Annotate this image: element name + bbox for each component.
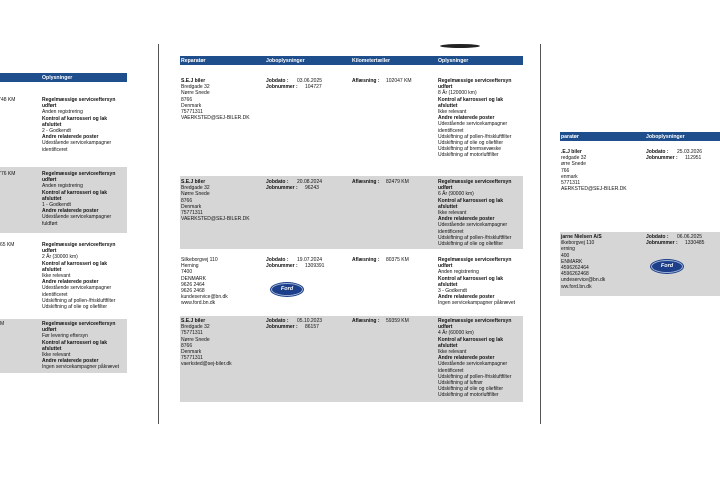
cell-line: Udestående servicekampagner — [438, 222, 508, 229]
center-page — [180, 0, 524, 480]
cell-line: Anden registrering — [438, 269, 479, 276]
left-header-info: Oplysninger — [42, 75, 73, 81]
job-date-value: 05.10.2023 — [297, 318, 323, 324]
repairer-cell — [561, 149, 627, 192]
odometer-value: 80375 KM — [386, 257, 409, 263]
cell-line: Kontrol af karrosseri og lak — [42, 260, 108, 267]
cell-line: Andre relaterede poster — [438, 355, 495, 362]
header-odometer: Kilometertæller — [352, 58, 391, 64]
cell-line: Nørre Snede — [181, 336, 210, 343]
left-page — [0, 0, 128, 480]
cell-line: 6 År (90000 km) — [438, 191, 474, 198]
cell-line: afsluttet — [438, 281, 458, 288]
header-repairer: Reparatør — [181, 58, 206, 64]
cell-line: Bredgade 32 — [181, 324, 210, 331]
cell-line: redgade 32 — [561, 155, 587, 162]
job-number-value: 104727 — [305, 84, 322, 90]
page-edge-line — [540, 44, 541, 424]
cell-line: 2 År (30000 km) — [42, 254, 78, 261]
job-number-label: Jobnummer : — [266, 84, 298, 90]
cell-line: jarne Nielsen A/S — [561, 234, 602, 240]
repairer-cell — [181, 318, 232, 368]
table-row — [180, 316, 523, 402]
job-number-label: Jobnummer : — [646, 240, 678, 246]
cell-line: .E.J biler — [561, 149, 582, 155]
right-table-header — [560, 132, 720, 141]
cell-line: 8766 — [181, 197, 193, 204]
cell-line: Andre relaterede poster — [42, 208, 99, 215]
repairer-cell — [181, 179, 250, 222]
job-date-value: 06.06.2025 — [677, 234, 703, 240]
odometer-label: Aflæsning : — [352, 78, 380, 84]
cell-line: 2 - Godkendt — [42, 128, 71, 135]
table-row — [0, 93, 127, 157]
job-date-value: 03.06.2025 — [297, 78, 323, 84]
odometer-label: Aflæsning : — [352, 318, 380, 324]
cell-line: afsluttet — [438, 102, 458, 109]
cell-line: 8 År (120000 km) — [438, 90, 477, 97]
header-job-info: Joboplysninger — [646, 134, 685, 140]
cell-line: Udskiftning af motorluftfilter — [438, 152, 499, 159]
job-date-value: 25.03.2026 — [677, 149, 703, 155]
page-edge-line — [158, 44, 159, 424]
odometer-value: '76 KM — [0, 171, 16, 177]
repairer-cell — [181, 78, 250, 121]
cell-line: Nørre Snede — [181, 90, 210, 97]
cell-line: 4 År (60000 km) — [438, 330, 474, 337]
cell-line: udført — [42, 248, 57, 255]
cell-line: identificeret — [438, 367, 464, 374]
cell-line: Udestående servicekampagner — [42, 140, 112, 147]
cell-line: udført — [438, 84, 453, 91]
cell-line: 9626 2464 — [181, 281, 205, 288]
cell-line: Udskiftning af motorluftfilter — [438, 392, 499, 399]
odometer-value: 59359 KM — [386, 318, 409, 324]
cell-line: fuldført — [42, 220, 58, 227]
cell-line: 4596262468 — [561, 271, 589, 278]
cell-line: 75771311 — [181, 109, 203, 116]
cell-line: Ingen servicekampagner påkrævet — [42, 364, 119, 371]
info-cell — [42, 171, 115, 227]
cell-line: Andre relaterede poster — [438, 294, 495, 301]
cell-line: Udskiftning af olie og oliefilter — [438, 386, 504, 393]
cell-line: Anden registrering — [42, 109, 83, 116]
cell-line: 1 - Godkendt — [42, 202, 71, 209]
cell-line: DENMARK — [181, 275, 207, 282]
cell-line: Andre relaterede poster — [42, 279, 99, 286]
table-row — [560, 232, 720, 296]
job-number-label: Jobnummer : — [646, 155, 678, 161]
job-date-label: Jobdato : — [266, 257, 289, 263]
cell-line: Andre relaterede poster — [438, 115, 495, 122]
cell-line: identificeret — [438, 228, 464, 235]
cell-line: Udskiftning af olie og oliefilter — [42, 304, 108, 311]
cell-line: 75771311 — [181, 210, 203, 217]
cell-line: AERKSTED@SEJ-BILER.DK — [561, 186, 627, 193]
cell-line: afsluttet — [438, 203, 458, 210]
cell-line: Kontrol af karrosseri og lak — [42, 189, 108, 196]
job-number-value: 1330485 — [685, 240, 705, 246]
info-cell — [42, 97, 115, 153]
cell-line: 7400 — [181, 269, 193, 276]
info-cell — [42, 242, 115, 310]
cell-line: udført — [42, 103, 57, 110]
cell-line: 5771311 — [561, 180, 581, 187]
cell-line: S.E.J biler — [181, 78, 206, 84]
cell-line: Udestående servicekampagner — [42, 285, 112, 292]
left-table-header — [0, 73, 127, 82]
cell-line: enmark — [561, 173, 578, 180]
odometer-value: 65 KM — [0, 242, 15, 248]
cell-line: erning — [561, 246, 575, 253]
table-row — [180, 76, 523, 171]
cell-line: Bredgade 32 — [181, 185, 210, 192]
job-number-label: Jobnummer : — [266, 185, 298, 191]
cell-line: Regelmæssige serviceeftersyn — [42, 97, 116, 103]
cell-line: 4596262464 — [561, 265, 589, 272]
cell-line: S.E.J biler — [181, 179, 206, 185]
cell-line: Kontrol af karrosseri og lak — [438, 336, 504, 343]
cell-line: Regelmæssige serviceeftersyn — [438, 179, 512, 185]
cell-line: VAERKSTED@SEJ-BILER.DK — [181, 115, 250, 122]
job-date-label: Jobdato : — [266, 179, 289, 185]
cell-line: udført — [42, 177, 57, 184]
cell-line: Ikke relevant — [438, 109, 467, 116]
job-date-label: Jobdato : — [266, 78, 289, 84]
cell-line: Kontrol af karrosseri og lak — [438, 197, 504, 204]
cell-line: www.ford.bn.dk — [181, 300, 216, 307]
cell-line: 400 — [561, 252, 570, 259]
repairer-cell — [181, 257, 228, 307]
cell-line: 3 - Godkendt — [438, 288, 467, 295]
cell-line: vaerksted@sej-biler.dk — [181, 361, 232, 368]
cell-line: Andre relaterede poster — [438, 216, 495, 223]
cell-line: undeservice@bn.dk — [561, 277, 606, 284]
cell-line: Kontrol af karrosseri og lak — [438, 275, 504, 282]
cell-line: Denmark — [181, 203, 202, 210]
cell-line: Udskiftning af pollen-/friskluftfilter — [438, 234, 512, 241]
cell-line: Udskiftning af pollen-/friskluftfilter — [438, 373, 512, 380]
cell-line: Før levering eftersyn — [42, 333, 88, 340]
cell-line: afsluttet — [42, 345, 62, 352]
cell-line: kundeservice@bn.dk — [181, 294, 228, 301]
table-row — [180, 176, 523, 249]
header-info: Oplysninger — [438, 58, 469, 64]
cell-line: Udskiftning af pollen-/friskluftfilter — [42, 297, 116, 304]
cell-line: 75771311 — [181, 355, 203, 362]
cell-line: Udskiftning af olie og oliefilter — [438, 241, 504, 248]
cell-line: Udestående servicekampagner — [438, 121, 508, 128]
cell-line: Udskiftning af olie og oliefilter — [438, 140, 504, 147]
odometer-label: Aflæsning : — [352, 257, 380, 263]
cell-line: Denmark — [181, 102, 202, 109]
cell-line: afsluttet — [42, 121, 62, 128]
ford-logo: Ford — [271, 283, 303, 296]
info-cell — [42, 321, 119, 371]
cell-line: Anden registrering — [42, 183, 83, 190]
table-row — [180, 256, 523, 312]
cell-line: Regelmæssige serviceeftersyn — [42, 171, 116, 177]
cell-line: S.E.J biler — [181, 318, 206, 324]
cell-line: Nørre Snede — [181, 191, 210, 198]
cell-line: Kontrol af karrosseri og lak — [42, 339, 108, 346]
cell-line: Andre relaterede poster — [42, 358, 99, 365]
cell-line: Kontrol af karrosseri og lak — [438, 96, 504, 103]
cell-line: Ikke relevant — [42, 273, 71, 280]
table-row — [0, 240, 127, 314]
job-date-label: Jobdato : — [646, 234, 669, 240]
cell-line: Regelmæssige serviceeftersyn — [438, 318, 512, 324]
odometer-value: '48 KM — [0, 97, 16, 103]
job-number-label: Jobnummer : — [266, 324, 298, 330]
cell-line: udført — [438, 185, 453, 192]
cell-line: Regelmæssige serviceeftersyn — [42, 321, 116, 327]
cell-line: identificeret — [438, 127, 464, 134]
cell-line: ww.ford.bn.dk — [561, 283, 592, 290]
cell-line: Udskiftning af luftrør — [438, 380, 483, 387]
cell-line: udført — [438, 324, 453, 331]
job-date-label: Jobdato : — [646, 149, 669, 155]
cell-line: Regelmæssige serviceeftersyn — [438, 257, 512, 263]
cell-line: identificeret — [42, 146, 68, 153]
center-table-header — [180, 56, 523, 65]
header-repairer: paratør — [561, 134, 579, 140]
cell-line: 8766 — [181, 96, 193, 103]
info-cell — [438, 179, 511, 247]
right-page — [560, 0, 720, 480]
cell-line: afsluttet — [42, 195, 62, 202]
odometer-label: Aflæsning : — [352, 179, 380, 185]
cell-line: ENMARK — [561, 258, 583, 265]
job-number-value: 86157 — [305, 324, 319, 330]
cell-line: 9626 2468 — [181, 288, 205, 295]
cell-line: Udskiftning af pollen-/friskluftfilter — [438, 133, 512, 140]
cell-line: Ikke relevant — [438, 210, 467, 217]
cell-line: identificeret — [42, 291, 68, 298]
cell-line: Herning — [181, 263, 199, 270]
job-number-label: Jobnummer : — [266, 263, 298, 269]
cell-line: udført — [438, 263, 453, 270]
cell-line: Udskiftning af bremsevæske — [438, 146, 502, 153]
cell-line: afsluttet — [42, 266, 62, 273]
cell-line: Udestående servicekampagner — [42, 214, 112, 221]
job-number-value: 112951 — [685, 155, 702, 161]
ford-logo: Ford — [651, 260, 683, 273]
odometer-value: 82479 KM — [386, 179, 409, 185]
table-row — [560, 148, 720, 198]
info-cell — [438, 78, 511, 159]
cell-line: ilkeborgvej 110 — [561, 240, 595, 247]
repairer-cell — [561, 234, 605, 290]
cell-line: Denmark — [181, 349, 202, 356]
info-cell — [438, 257, 515, 307]
job-date-value: 20.08.2024 — [297, 179, 323, 185]
cell-line: Ikke relevant — [438, 349, 467, 356]
cell-line: Bredgade 32 — [181, 84, 210, 91]
cell-line: VAERKSTED@SEJ-BILER.DK — [181, 216, 250, 223]
cell-line: 75771311 — [181, 330, 203, 337]
cell-line: Silkeborgvej 110 — [181, 257, 218, 263]
table-row — [0, 167, 127, 233]
cell-line: Regelmæssige serviceeftersyn — [42, 242, 116, 248]
cell-line: Regelmæssige serviceeftersyn — [438, 78, 512, 84]
job-number-value: 1309391 — [305, 263, 325, 269]
cell-line: ørre Snede — [561, 161, 587, 168]
cell-line: Andre relaterede poster — [42, 134, 99, 141]
cell-line: udført — [42, 327, 57, 334]
cell-line: 766 — [561, 167, 570, 174]
cell-line: Kontrol af karrosseri og lak — [42, 115, 108, 122]
header-job-info: Joboplysninger — [266, 58, 305, 64]
job-date-label: Jobdato : — [266, 318, 289, 324]
cell-line: Ingen servicekampagner påkrævet — [438, 300, 515, 307]
cell-line: Ikke relevant — [42, 352, 71, 359]
cell-line: Udestående servicekampagner — [438, 361, 508, 368]
odometer-value: M — [0, 321, 5, 327]
job-date-value: 19.07.2024 — [297, 257, 323, 263]
odometer-value: 102047 KM — [386, 78, 412, 84]
table-row — [0, 319, 127, 373]
cell-line: 8766 — [181, 342, 193, 349]
info-cell — [438, 318, 511, 399]
job-number-value: 96243 — [305, 185, 319, 191]
cell-line: afsluttet — [438, 342, 458, 349]
